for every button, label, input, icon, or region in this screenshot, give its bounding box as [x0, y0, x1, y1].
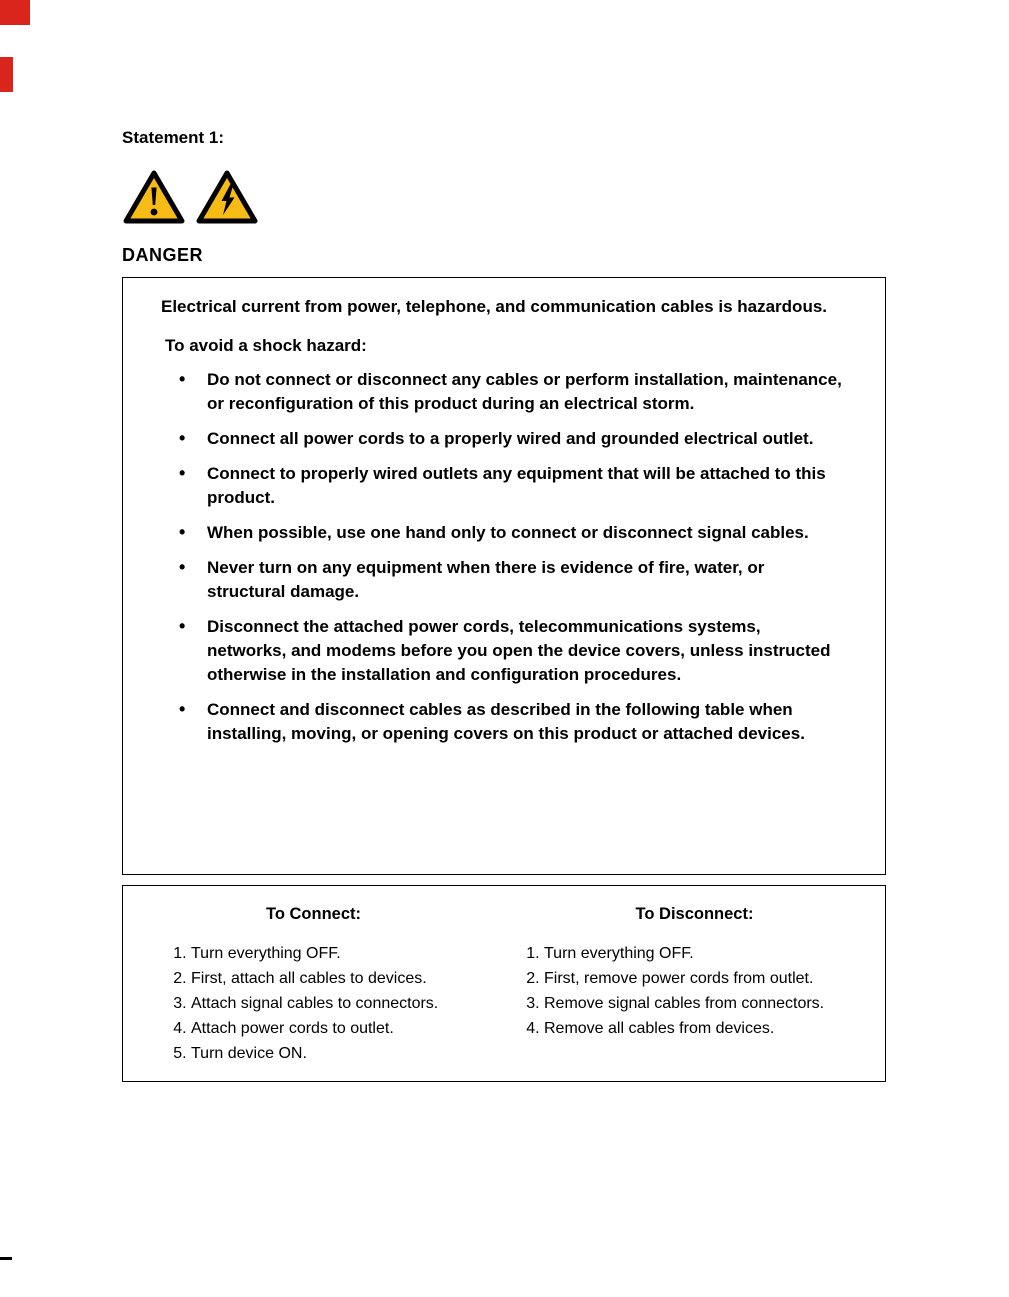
- danger-bullet-item: [179, 556, 843, 604]
- danger-bullet-item: [179, 427, 843, 451]
- disconnect-step: 2. First, remove power cords from outlet.: [544, 966, 885, 991]
- disconnect-step: 4. Remove all cables from devices.: [544, 1016, 885, 1041]
- danger-statement-box: [122, 277, 886, 875]
- bullet-dot-icon: •: [179, 699, 186, 719]
- to-disconnect-column: [504, 886, 885, 1081]
- danger-bullet-item: [179, 698, 843, 746]
- to-connect-title: To Connect:: [265, 905, 361, 923]
- danger-bullet-item: [179, 615, 843, 687]
- red-margin-mark-lower: [0, 57, 13, 92]
- danger-intro-text: Electrical current from power, telephone, and communication cables is hazardous.: [161, 297, 828, 316]
- bullet-dot-icon: •: [179, 428, 186, 448]
- bullet-text: Disconnect the attached power cords, telecommunications systems, networks, and modems before you open the device covers, unless instructed otherwise in the installation and configuration procedures.: [207, 617, 831, 684]
- bullet-text: Connect to properly wired outlets any equipment that will be attached to this product.: [207, 464, 826, 507]
- to-connect-column: [123, 886, 504, 1081]
- bullet-text: When possible, use one hand only to connect or disconnect signal cables.: [207, 523, 809, 542]
- bullet-dot-icon: •: [179, 369, 186, 389]
- danger-bullet-list: [161, 368, 843, 746]
- bullet-dot-icon: •: [179, 616, 186, 636]
- bullet-dot-icon: •: [179, 522, 186, 542]
- connect-disconnect-table: [122, 885, 886, 1082]
- statement-heading: Statement 1:: [122, 128, 225, 147]
- shock-hazard-subheading: To avoid a shock hazard:: [165, 336, 367, 355]
- connect-step: 3. Attach signal cables to connectors.: [191, 991, 504, 1016]
- disconnect-step: 1. Turn everything OFF.: [544, 941, 885, 966]
- connect-step: 4. Attach power cords to outlet.: [191, 1016, 504, 1041]
- red-margin-mark-top: [0, 0, 30, 25]
- to-disconnect-title: To Disconnect:: [635, 905, 754, 923]
- warning-exclamation-icon: [122, 168, 186, 231]
- disconnect-step: 3. Remove signal cables from connectors.: [544, 991, 885, 1016]
- electrical-hazard-lightning-icon: [195, 168, 259, 231]
- to-connect-steps: [123, 941, 504, 1066]
- danger-bullet-item: [179, 521, 843, 545]
- to-disconnect-steps: [504, 941, 885, 1041]
- warning-icon-row: [122, 168, 259, 231]
- page-edge-dash: [0, 1257, 12, 1260]
- bullet-text: Never turn on any equipment when there is evidence of fire, water, or structural damage.: [207, 558, 765, 601]
- connect-step: 5. Turn device ON.: [191, 1041, 504, 1066]
- bullet-dot-icon: •: [179, 557, 186, 577]
- connect-step: 1. Turn everything OFF.: [191, 941, 504, 966]
- bullet-text: Connect and disconnect cables as described in the following table when installing, moving, or opening covers on this product or attached devices.: [207, 700, 805, 743]
- bullet-dot-icon: •: [179, 463, 186, 483]
- danger-bullet-item: [179, 368, 843, 416]
- bullet-text: Connect all power cords to a properly wired and grounded electrical outlet.: [207, 429, 814, 448]
- danger-bullet-item: [179, 462, 843, 510]
- bullet-text: Do not connect or disconnect any cables or perform installation, maintenance, or reconfiguration of this product during an electrical storm.: [207, 370, 842, 413]
- danger-heading: DANGER: [122, 245, 204, 265]
- connect-step: 2. First, attach all cables to devices.: [191, 966, 504, 991]
